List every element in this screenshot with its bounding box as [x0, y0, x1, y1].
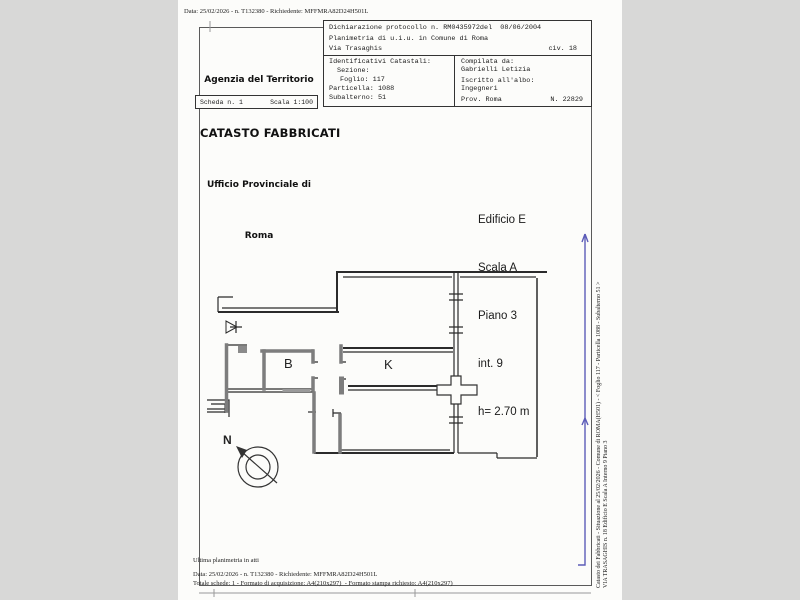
footer-totale-line: Totale schede: 1 - Formato di acquisizione: A4(210x297) - Formato stampa richiesto: A4(210x297) — [193, 580, 453, 587]
agency-line: Agenzia del Territorio — [204, 75, 314, 85]
cadastral-particella: Particella: 1088 — [329, 85, 395, 93]
cadastral-subalterno: Subalterno: 51 — [329, 94, 387, 102]
compiler-label: Compilata da: — [461, 58, 515, 66]
cadastral-ids — [324, 56, 455, 106]
vertical-margin-text-2: VIA TRASAGHIS n. 18 Edificio E Scala A Interno 9 Piano 3 — [603, 440, 609, 588]
footer-ultima-line: Ultima planimetria in atti — [193, 557, 259, 564]
building-line: int. 9 — [478, 358, 503, 370]
building-info-block — [478, 180, 529, 452]
civic-number: civ. 18 — [548, 45, 577, 53]
vertical-margin-text-1: Catasto dei Fabbricati - Situazione al 25/02/2026 - Comune di ROMA(H501) - < Foglio 117 - Particella 1088 - Subalterno 51 > — [596, 281, 602, 588]
building-line: h= 2.70 m — [478, 406, 530, 418]
protocol-line: Dichiarazione protocollo n. RM0435972del 08/06/2004 — [329, 24, 542, 32]
compass-label: N — [223, 433, 232, 447]
declaration-header — [324, 21, 591, 56]
room-label-b: B — [284, 356, 293, 371]
building-line: Piano 3 — [478, 310, 518, 322]
agency-line: Ufficio Provinciale di — [206, 180, 311, 190]
agency-line: Roma — [244, 231, 274, 241]
footer-data-line: Data: 25/02/2026 - n. T132380 - Richiedente: MFFMRA82D24H501L — [193, 571, 378, 578]
scale-value: Scala 1:100 — [270, 98, 313, 106]
street-line: Via Trasaghis — [329, 45, 383, 53]
compiler-name: Gabrielli Letizia — [461, 66, 531, 74]
cadastral-title: Identificativi Catastali: — [329, 58, 431, 66]
planimetria-line: Planimetria di u.i.u. in Comune di Roma — [329, 35, 489, 43]
province: Prov. Roma — [461, 96, 502, 104]
agency-title: CATASTO FABBRICATI — [200, 126, 341, 140]
building-line: Scala A — [478, 262, 517, 274]
declaration-box — [323, 20, 592, 107]
compiler-info — [455, 56, 591, 106]
building-line: Edificio E — [478, 214, 526, 226]
top-data-line: Data: 25/02/2026 - n. T132380 - Richiedente: MFFMRA82D24H501L — [184, 8, 369, 15]
cadastral-foglio: Foglio: 117 — [340, 76, 385, 84]
albo-value: Ingegneri — [461, 85, 498, 93]
registration-number: N. 22829 — [550, 96, 583, 104]
scheda-scale-bar — [195, 95, 318, 109]
room-label-k: K — [384, 357, 393, 372]
scheda-number: Scheda n. 1 — [200, 98, 243, 106]
albo-label: Iscritto all'albo: — [461, 77, 535, 85]
cadastral-sezione: Sezione: — [337, 67, 370, 75]
agency-header — [200, 36, 341, 281]
